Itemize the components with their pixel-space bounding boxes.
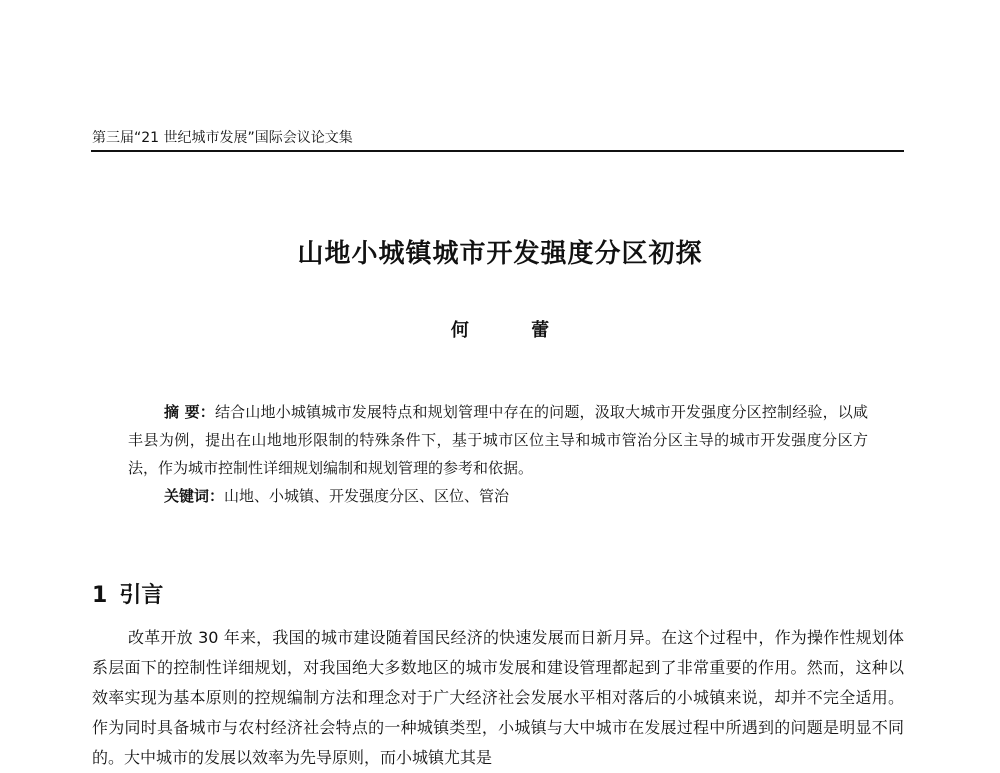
keywords-text: 山地、小城镇、开发强度分区、区位、管治 <box>224 487 510 505</box>
paper-title: 山地小城镇城市开发强度分区初探 <box>297 239 703 269</box>
abstract-block <box>128 398 868 510</box>
section-number: 1 <box>92 583 108 608</box>
section-heading <box>92 578 163 609</box>
author-name: 何 蕾 <box>450 320 578 341</box>
keywords-paragraph <box>128 482 868 510</box>
keywords-label: 关键词： <box>164 487 225 505</box>
running-head: 第三届“21 世纪城市发展”国际会议论文集 <box>92 130 353 146</box>
body-paragraph: 改革开放 30 年来，我国的城市建设随着国民经济的快速发展而日新月异。在这个过程中，作为操作性规划体系层面下的控制性详细规划，对我国绝大多数地区的城市发展和建设管理都起到了非常重要的作用。然而，这种以效率实现为基本原则的控规编制方法和理念对于广大经济社会发展水平相对落后的小城镇来说，却并不完全适用。作为同时具备城市与农村经济社会特点的一种城镇类型，小城镇与大中城市在发展过程中所遇到的问题是明显不同的。大中城市的发展以效率为先导原则，而小城镇尤其是 <box>92 628 904 767</box>
abstract-text: 结合山地小城镇城市发展特点和规划管理中存在的问题，汲取大城市开发强度分区控制经验，以咸丰县为例，提出在山地地形限制的特殊条件下，基于城市区位主导和城市管治分区主导的城市开发强度分区方法，作为城市控制性详细规划编制和规划管理的参考和依据。 <box>128 403 868 477</box>
abstract-paragraph <box>128 398 868 482</box>
section-title: 引言 <box>119 583 164 608</box>
abstract-label: 摘 要： <box>164 403 215 421</box>
header-rule <box>91 150 904 152</box>
